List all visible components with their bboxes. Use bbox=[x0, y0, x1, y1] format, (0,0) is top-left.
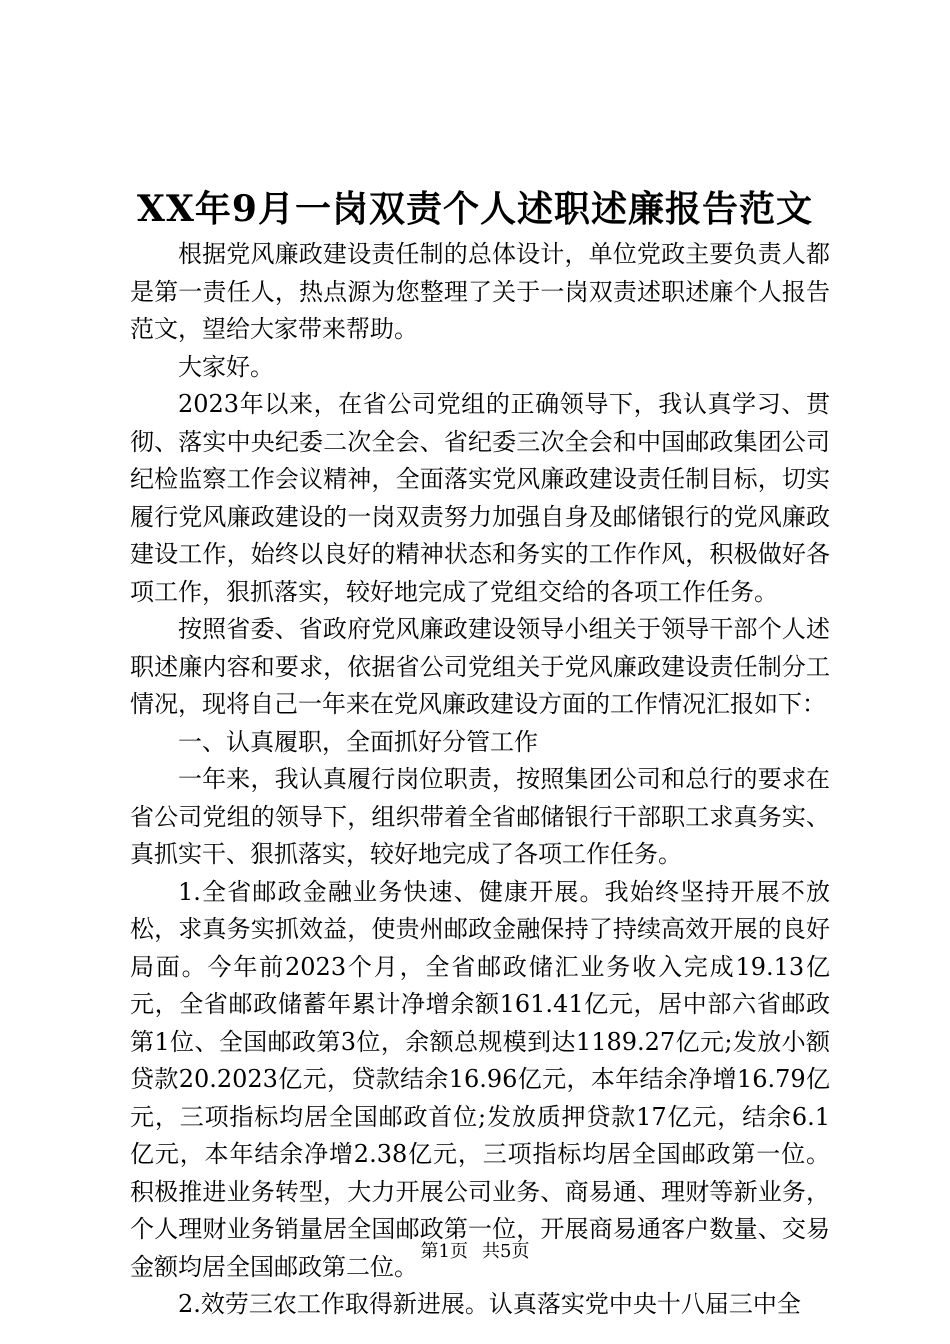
paragraph-item-2: 2.效劳三农工作取得新进展。认真落实党中央十八届三中全 bbox=[178, 1290, 801, 1318]
paragraph-greeting: 大家好。 bbox=[178, 352, 274, 381]
document-body bbox=[130, 236, 830, 1324]
paragraph-item-1: 1.全省邮政金融业务快速、健康开展。我始终坚持开展不放松，求真务实抓效益，使贵州邮政金融保持了持续高效开展的良好局面。今年前2023个月，全省邮政储汇业务收入完成19.13亿元，全省邮政储蓄年累计净增余额161.41亿元，居中部六省邮政第1位、全国邮政第3位，余额总规模到达1189.27亿元;发放小额贷款20.2023亿元，贷款结余16.96亿元，本年结余净增16.79亿元，三项指标均居全国邮政首位;发放质押贷款17亿元，结余6.1亿元，本年结余净增2.38亿元，三项指标均居全国邮政第一位。积极推进业务转型，大力开展公司业务、商易通、理财等新业务，个人理财业务销量居全国邮政第一位，开展商易通客户数量、交易金额均居全国邮政第二位。 bbox=[130, 877, 830, 1281]
paragraph-overview: 2023年以来，在省公司党组的正确领导下，我认真学习、贯彻、落实中央纪委二次全会、省纪委三次全会和中国邮政集团公司纪检监察工作会议精神，全面落实党风廉政建设责任制目标，切实履行党风廉政建设的一岗双责努力加强自身及邮储银行的党风廉政建设工作，始终以良好的精神状态和务实的工作作风，积极做好各项工作，狠抓落实，较好地完成了党组交给的各项工作任务。 bbox=[130, 390, 830, 606]
page-total: 共5页 bbox=[482, 1241, 530, 1262]
section-heading-1: 一、认真履职，全面抓好分管工作 bbox=[178, 727, 538, 756]
paragraph-report-basis: 按照省委、省政府党风廉政建设领导小组关于领导干部个人述职述廉内容和要求，依据省公司党组关于党风廉政建设责任制分工情况，现将自己一年来在党风廉政建设方面的工作情况汇报如下： bbox=[130, 615, 830, 718]
paragraph-intro: 根据党风廉政建设责任制的总体设计，单位党政主要负责人都是第一责任人，热点源为您整理了关于一岗双责述职述廉个人报告范文，望给大家带来帮助。 bbox=[130, 240, 830, 343]
paragraph-duties: 一年来，我认真履行岗位职责，按照集团公司和总行的要求在省公司党组的领导下，组织带着全省邮储银行干部职工求真务实、真抓实干、狠抓落实，较好地完成了各项工作任务。 bbox=[130, 765, 830, 868]
page-number: 第1页 bbox=[420, 1241, 468, 1262]
document-title: XX年9月一岗双责个人述职述廉报告范文 bbox=[137, 188, 813, 230]
page-footer bbox=[0, 1240, 950, 1264]
